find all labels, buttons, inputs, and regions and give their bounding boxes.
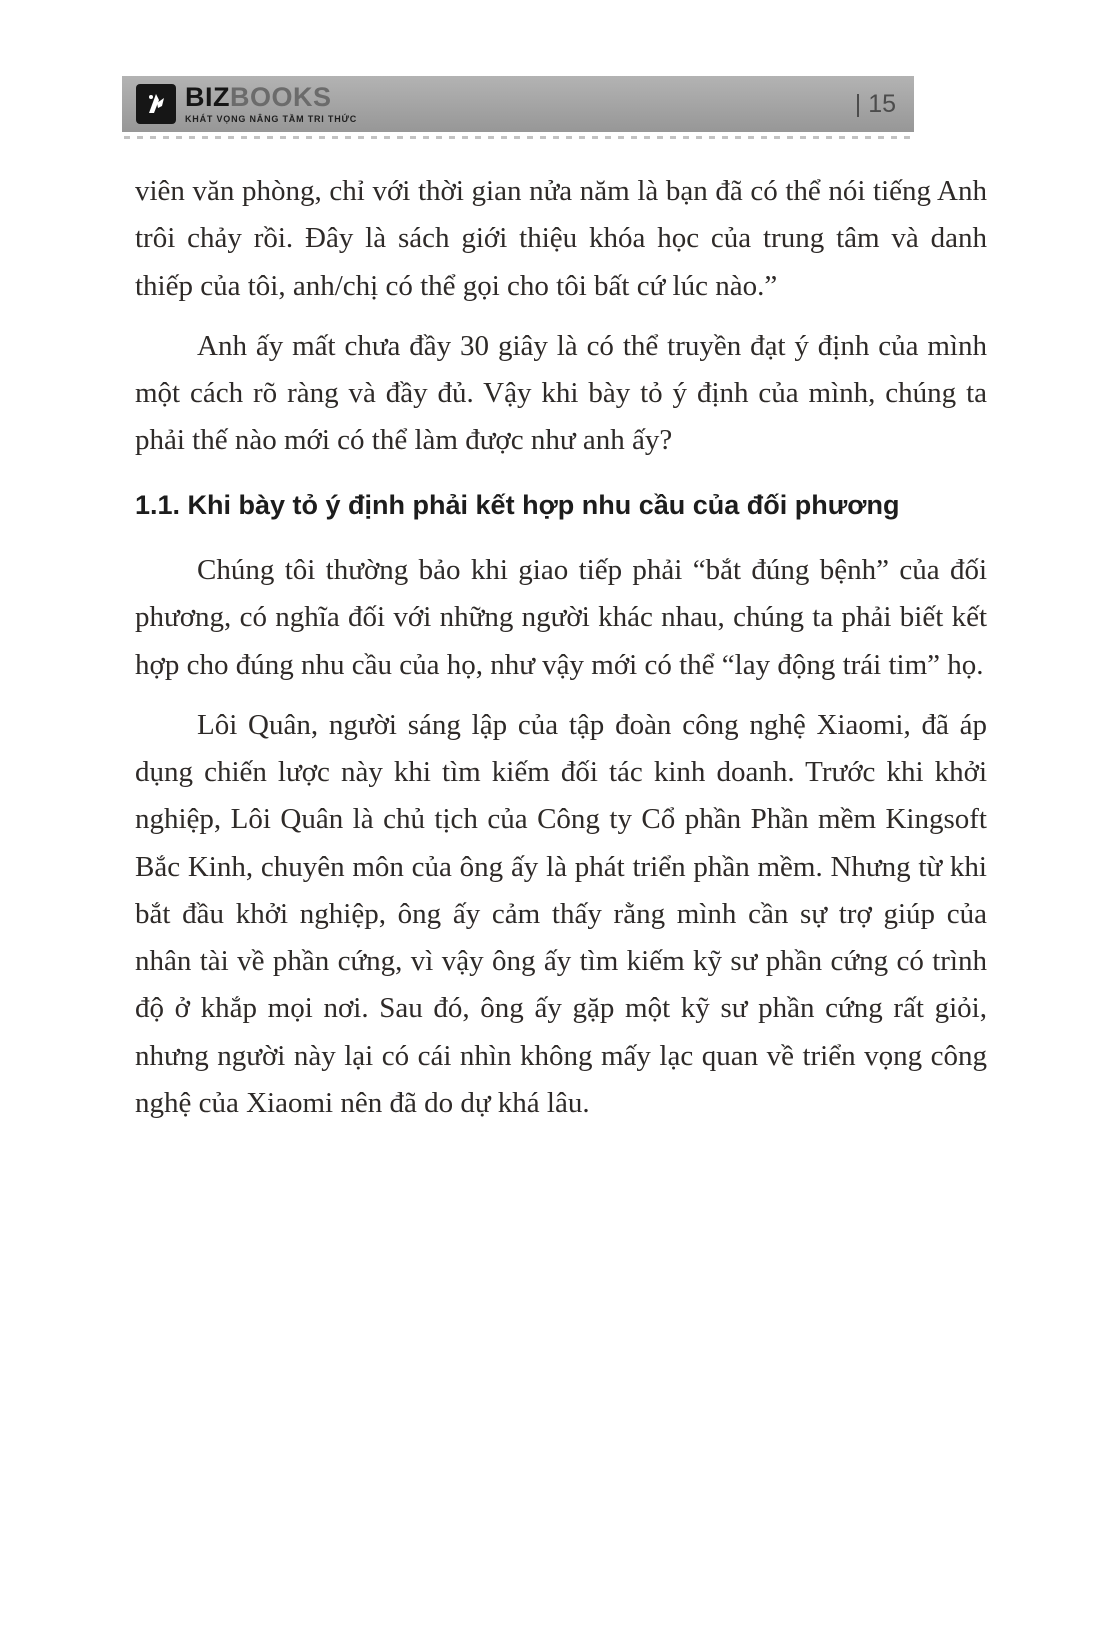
logo-brand-secondary: BOOKS — [230, 82, 332, 112]
section-heading: 1.1. Khi bày tỏ ý định phải kết hợp nhu cầu của đối phương — [135, 489, 900, 520]
page-number: | 15 — [854, 89, 896, 118]
logo-wordmark — [185, 84, 357, 111]
logo-tagline: KHÁT VỌNG NÂNG TẦM TRI THỨC — [185, 114, 358, 124]
bizbooks-logo — [136, 84, 357, 124]
body-paragraph: Lôi Quân, người sáng lập của tập đoàn công nghệ Xiaomi, đã áp dụng chiến lược này khi tìm kiếm đối tác kinh doanh. Trước khi khởi nghiệp, Lôi Quân là chủ tịch của Công ty Cổ phần Phần mềm Kingsoft Bắc Kinh, chuyên môn của ông ấy là phát triển phần mềm. Nhưng từ khi bắt đầu khởi nghiệp, ông ấy cảm thấy rằng mình cần sự trợ giúp của nhân tài về phần cứng, vì vậy ông ấy tìm kiếm kỹ sư phần cứng có trình độ ở khắp mọi nơi. Sau đó, ông ấy gặp một kỹ sư phần cứng rất giỏi, nhưng người này lại có cái nhìn không mấy lạc quan về triển vọng công nghệ của Xiaomi nên đã do dự khá lâu. — [135, 708, 987, 1119]
body-paragraph: viên văn phòng, chỉ với thời gian nửa năm là bạn đã có thể nói tiếng Anh trôi chảy rồi. Đây là sách giới thiệu khóa học của trung tâm và danh thiếp của tôi, anh/chị có thể gọi cho tôi bất cứ lúc nào.” — [135, 175, 987, 302]
bizbooks-logo-icon — [136, 84, 176, 124]
body-paragraph: Anh ấy mất chưa đầy 30 giây là có thể truyền đạt ý định của mình một cách rõ ràng và đầy đủ. Vậy khi bày tỏ ý định của mình, chúng ta phải thế nào mới có thể làm được như anh ấy? — [135, 329, 987, 457]
page-header-bar — [122, 76, 914, 132]
body-paragraph: Chúng tôi thường bảo khi giao tiếp phải “bắt đúng bệnh” của đối phương, có nghĩa đối với những người khác nhau, chúng ta phải biết kết hợp cho đúng nhu cầu của họ, như vậy mới có thể “lay động trái tim” họ. — [135, 553, 987, 681]
logo-text — [185, 84, 357, 124]
page-body — [135, 168, 987, 1140]
logo-brand-primary: BIZ — [185, 82, 230, 112]
